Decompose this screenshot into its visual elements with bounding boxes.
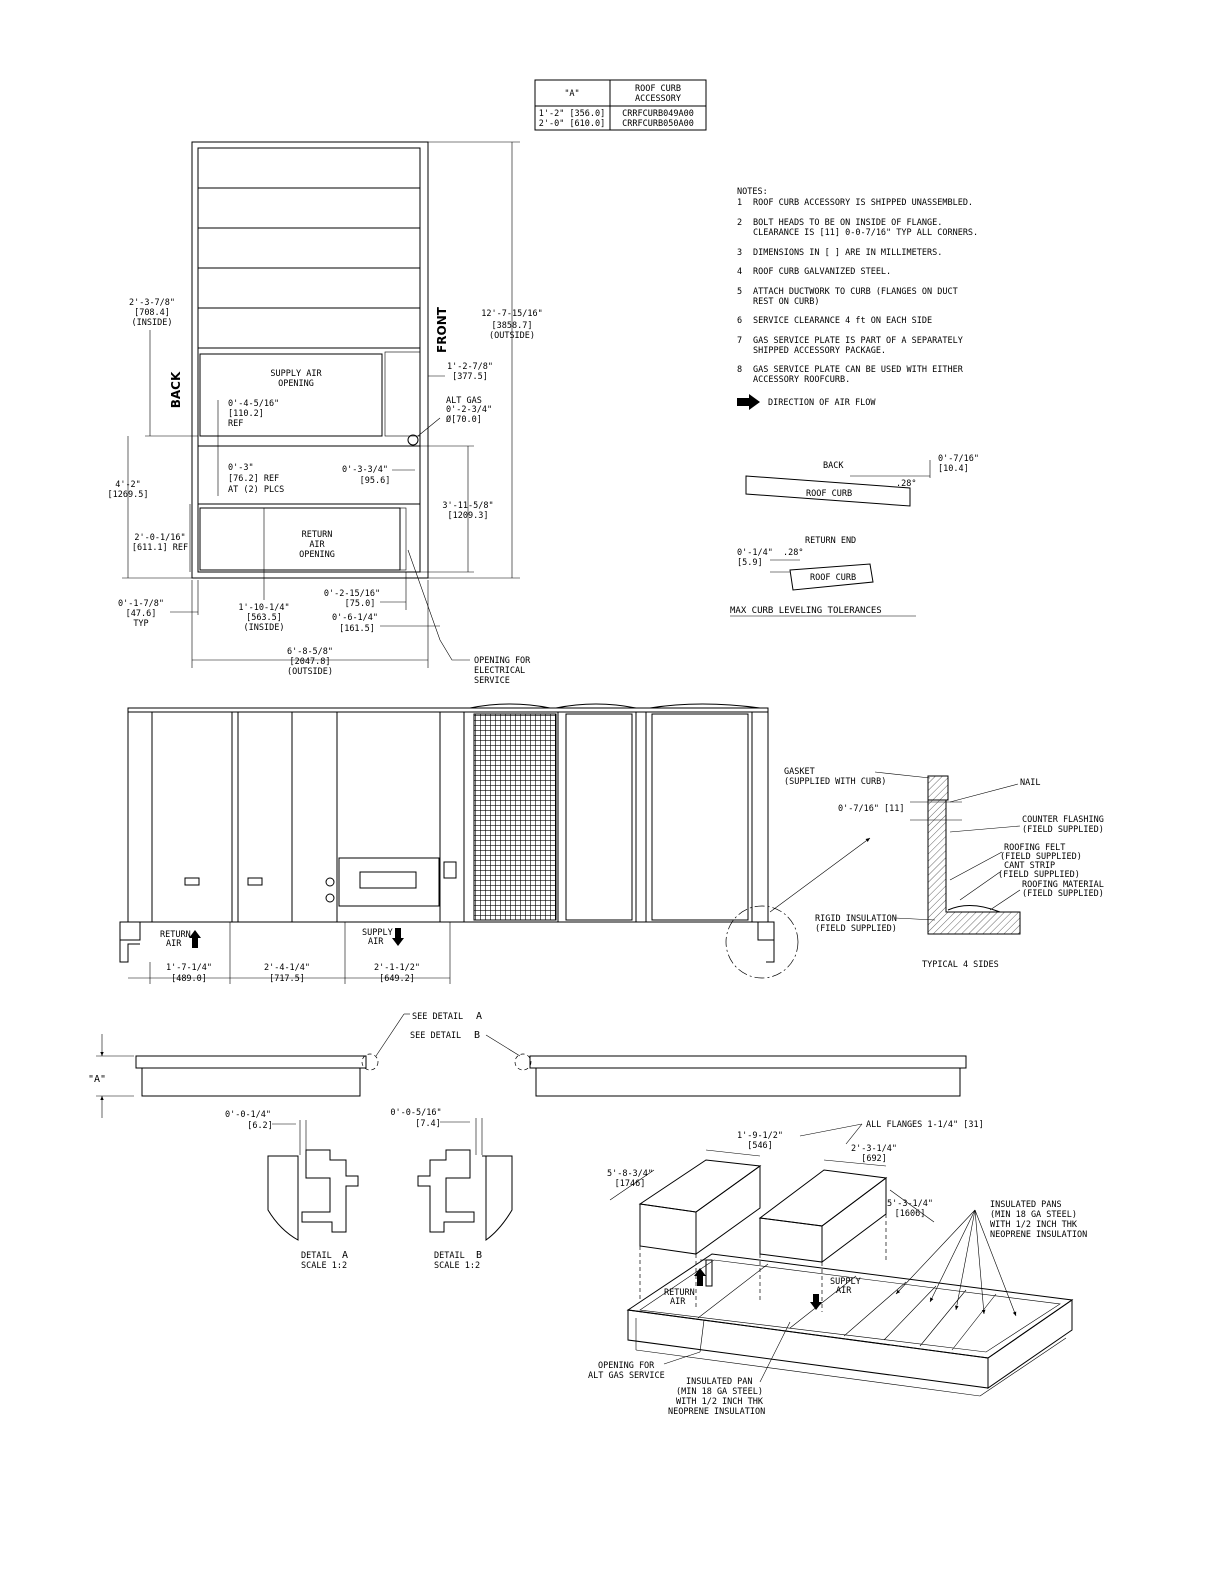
note-number: 6 bbox=[737, 316, 743, 326]
dimension-label: [611.1] REF bbox=[131, 543, 189, 553]
dimension-label: "A" bbox=[88, 1074, 107, 1085]
table-header-accessory: ACCESSORY bbox=[634, 94, 682, 104]
dimension-label: ALT GAS bbox=[446, 396, 482, 406]
dimension-label: [10.4] bbox=[938, 464, 969, 474]
back-label: BACK bbox=[169, 371, 183, 409]
dimension-label: [692] bbox=[861, 1154, 887, 1164]
label: (FIELD SUPPLIED) bbox=[815, 924, 897, 934]
label: SEE DETAIL bbox=[412, 1012, 464, 1022]
label: SUPPLY bbox=[830, 1277, 861, 1287]
dimension-label: [1209.3] bbox=[447, 511, 489, 521]
label: RETURN bbox=[160, 930, 191, 940]
dimension-label: REF bbox=[228, 419, 244, 429]
dimension-label: [5.9] bbox=[737, 558, 763, 568]
dimension-label: [1606] bbox=[894, 1209, 926, 1219]
alt-gas-opening bbox=[408, 435, 418, 445]
label: SEE DETAIL bbox=[410, 1031, 462, 1041]
label: A bbox=[476, 1011, 483, 1022]
note-number: 4 bbox=[737, 267, 743, 277]
details-a-b bbox=[225, 1108, 512, 1271]
dimension-label: 0'-7/16" [11] bbox=[838, 804, 905, 814]
note-number: 8 bbox=[737, 365, 743, 375]
label: (FIELD SUPPLIED) bbox=[1022, 825, 1104, 835]
return-air-opening bbox=[200, 508, 400, 570]
latch-icon bbox=[185, 878, 199, 885]
label: AIR bbox=[670, 1297, 686, 1307]
label: B bbox=[476, 1250, 483, 1261]
dimension-label: 5'-3-1/4" bbox=[886, 1199, 934, 1209]
label: (FIELD SUPPLIED) bbox=[1022, 889, 1104, 899]
label: DETAIL bbox=[301, 1251, 332, 1261]
label: (FIELD SUPPLIED) bbox=[998, 870, 1080, 880]
note-text: DIMENSIONS IN [ ] ARE IN MILLIMETERS. bbox=[753, 248, 943, 258]
dimension-label: 2'-0-1/16" bbox=[134, 533, 186, 543]
note-number: 1 bbox=[737, 198, 743, 208]
label: RETURN bbox=[301, 530, 333, 540]
label: AIR bbox=[309, 540, 325, 550]
leveling-title: MAX CURB LEVELING TOLERANCES bbox=[730, 606, 882, 616]
dimension-label: 2'-3-1/4" bbox=[850, 1144, 898, 1154]
dimension-label: (INSIDE) bbox=[131, 318, 173, 328]
dimension-label: (INSIDE) bbox=[243, 623, 285, 633]
dimension-label: 4'-2" bbox=[115, 480, 141, 490]
label: INSULATED PAN bbox=[686, 1377, 753, 1387]
note-text: CLEARANCE IS [11] 0-0-7/16" TYP ALL CORNERS. bbox=[753, 228, 979, 238]
note-text: BOLT HEADS TO BE ON INSIDE OF FLANGE. bbox=[753, 218, 943, 228]
label: (SUPPLIED WITH CURB) bbox=[784, 777, 887, 787]
dimension-label: [75.0] bbox=[344, 599, 376, 609]
label: GASKET bbox=[784, 767, 815, 777]
label: (MIN 18 GA STEEL) bbox=[990, 1210, 1077, 1220]
dimension-label: 0'-1/4" bbox=[737, 548, 773, 558]
arrow-up-icon bbox=[189, 930, 201, 948]
flashing-detail bbox=[784, 767, 1104, 970]
table-cell: 1'-2" [356.0] bbox=[538, 109, 606, 119]
dimension-label: 5'-8-3/4" bbox=[606, 1169, 654, 1179]
latch-icon bbox=[248, 878, 262, 885]
note-text: ACCESSORY ROOFCURB. bbox=[753, 375, 851, 385]
arrow-down-icon bbox=[810, 1294, 822, 1310]
label: RETURN bbox=[664, 1288, 695, 1298]
dimension-label: 2'-1-1/2" bbox=[373, 963, 421, 973]
dimension-label: [489.0] bbox=[171, 974, 207, 984]
label: WITH 1/2 INCH THK bbox=[676, 1397, 763, 1407]
label: BACK bbox=[823, 461, 844, 471]
label: ROOFING FELT bbox=[1004, 843, 1066, 853]
label: SUPPLY bbox=[362, 928, 393, 938]
note-number: 5 bbox=[737, 287, 743, 297]
dimension-label: 12'-7-15/16" bbox=[481, 309, 543, 319]
label: B bbox=[474, 1030, 481, 1041]
dimension-label: [1746] bbox=[614, 1179, 646, 1189]
coil-grille bbox=[474, 714, 556, 920]
label: COUNTER FLASHING bbox=[1022, 815, 1104, 825]
label: ALL FLANGES 1-1/4" [31] bbox=[866, 1120, 984, 1130]
dimension-label: 1'-2-7/8" bbox=[446, 362, 494, 372]
label: ROOF CURB bbox=[810, 573, 857, 583]
dimension-label: 0'-1-7/8" bbox=[117, 599, 165, 609]
label: (FIELD SUPPLIED) bbox=[1000, 852, 1082, 862]
dimension-label: [546] bbox=[747, 1141, 773, 1151]
front-label: FRONT bbox=[435, 307, 449, 353]
dimension-label: 6'-8-5/8" bbox=[286, 647, 334, 657]
label: NEOPRENE INSULATION bbox=[990, 1230, 1088, 1240]
dimension-label: AT (2) PLCS bbox=[228, 485, 285, 495]
dimension-label: 0'-3-3/4" bbox=[341, 465, 389, 475]
table-cell: 2'-0" [610.0] bbox=[538, 119, 606, 129]
dimension-label: 0'-0-5/16" bbox=[390, 1108, 442, 1118]
dimension-label: 2'-3-7/8" bbox=[128, 298, 176, 308]
label: ALT GAS SERVICE bbox=[588, 1371, 665, 1381]
leveling-tolerances bbox=[730, 454, 979, 616]
dimension-label: 0'-6-1/4" bbox=[331, 613, 379, 623]
dimension-label: [76.2] REF bbox=[228, 474, 280, 484]
label: AIR bbox=[836, 1286, 852, 1296]
isometric-curb bbox=[588, 1120, 1087, 1417]
dimension-label: [1269.5] bbox=[107, 490, 149, 500]
label: SCALE 1:2 bbox=[434, 1261, 481, 1271]
note-number: 3 bbox=[737, 248, 743, 258]
label: AIR bbox=[368, 937, 384, 947]
label: AIR bbox=[166, 939, 182, 949]
dimension-label: [649.2] bbox=[379, 974, 415, 984]
dimension-label: (OUTSIDE) bbox=[286, 667, 334, 677]
dimension-label: [7.4] bbox=[415, 1119, 441, 1129]
curb-side-view bbox=[88, 1011, 966, 1118]
notes-block bbox=[737, 187, 978, 410]
note-text: GAS SERVICE PLATE IS PART OF A SEPARATELY bbox=[753, 336, 963, 346]
dimension-label: OPENING FOR bbox=[474, 656, 531, 666]
dimension-label: Ø[70.0] bbox=[446, 415, 482, 425]
dimension-label: [708.4] bbox=[134, 308, 170, 318]
note-text: REST ON CURB) bbox=[753, 297, 820, 307]
plan-view bbox=[108, 142, 543, 686]
label: OPENING FOR bbox=[598, 1361, 655, 1371]
dimension-label: TYP bbox=[133, 619, 149, 629]
label: CANT STRIP bbox=[1004, 861, 1056, 871]
label: OPENING bbox=[278, 379, 314, 389]
label: INSULATED PANS bbox=[990, 1200, 1062, 1210]
note-text: GAS SERVICE PLATE CAN BE USED WITH EITHER bbox=[753, 365, 963, 375]
dimension-label: 1'-7-1/4" bbox=[165, 963, 213, 973]
dimension-label: 0'-3" bbox=[228, 463, 254, 473]
dimension-label: 3'-11-5/8" bbox=[442, 501, 494, 511]
label: ROOFING MATERIAL bbox=[1022, 880, 1104, 890]
airflow-legend: DIRECTION OF AIR FLOW bbox=[768, 398, 876, 408]
dimension-label: [47.6] bbox=[125, 609, 157, 619]
label: A bbox=[342, 1250, 349, 1261]
label: RETURN END bbox=[805, 536, 857, 546]
label: (MIN 18 GA STEEL) bbox=[676, 1387, 763, 1397]
label: SCALE 1:2 bbox=[301, 1261, 348, 1271]
dimension-label: 0'-4-5/16" bbox=[228, 399, 280, 409]
label: OPENING bbox=[299, 550, 335, 560]
note-text: SERVICE CLEARANCE 4 ft ON EACH SIDE bbox=[753, 316, 933, 326]
dimension-label: [6.2] bbox=[247, 1121, 273, 1131]
table-header-a: "A" bbox=[564, 89, 580, 99]
dimension-label: [377.5] bbox=[452, 372, 488, 382]
label: TYPICAL 4 SIDES bbox=[922, 960, 999, 970]
dimension-label: 1'-10-1/4" bbox=[238, 603, 290, 613]
dimension-label: [2047.8] bbox=[289, 657, 331, 667]
note-text: ROOF CURB GALVANIZED STEEL. bbox=[753, 267, 892, 277]
notes-title: NOTES: bbox=[737, 187, 768, 197]
unit-elevation bbox=[120, 704, 870, 984]
dimension-label: 0'-2-15/16" bbox=[323, 589, 381, 599]
label: ROOF CURB bbox=[806, 489, 853, 499]
label: DETAIL bbox=[434, 1251, 465, 1261]
label: .28° bbox=[783, 548, 804, 558]
label: NAIL bbox=[1020, 778, 1041, 788]
dimension-label: 0'-7/16" bbox=[938, 454, 979, 464]
roof-curb-table bbox=[535, 80, 706, 130]
dimension-label: [717.5] bbox=[269, 974, 305, 984]
label: NEOPRENE INSULATION bbox=[668, 1407, 766, 1417]
label: RIGID INSULATION bbox=[815, 914, 897, 924]
dimension-label: [3858.7] bbox=[491, 321, 533, 331]
dimension-label: [161.5] bbox=[339, 624, 375, 634]
dimension-label: (OUTSIDE) bbox=[488, 331, 536, 341]
table-cell: CRRFCURB050A00 bbox=[622, 119, 694, 129]
label: WITH 1/2 INCH THK bbox=[990, 1220, 1077, 1230]
dimension-label: 1'-9-1/2" bbox=[736, 1131, 784, 1141]
dimension-label: 0'-2-3/4" bbox=[446, 405, 493, 415]
arrow-down-icon bbox=[392, 928, 404, 946]
dimension-label: ELECTRICAL bbox=[474, 666, 526, 676]
note-text: ROOF CURB ACCESSORY IS SHIPPED UNASSEMBLED. bbox=[753, 198, 974, 208]
table-header-roof-curb: ROOF CURB bbox=[634, 84, 682, 94]
dimension-label: [563.5] bbox=[246, 613, 282, 623]
label: SUPPLY AIR bbox=[270, 369, 322, 379]
note-text: ATTACH DUCTWORK TO CURB (FLANGES ON DUCT bbox=[753, 287, 958, 297]
dimension-label: 2'-4-1/4" bbox=[263, 963, 311, 973]
note-text: SHIPPED ACCESSORY PACKAGE. bbox=[753, 346, 887, 356]
dimension-label: [110.2] bbox=[228, 409, 264, 419]
airflow-arrow-icon bbox=[737, 394, 760, 410]
dimension-label: [95.6] bbox=[359, 476, 391, 486]
note-number: 7 bbox=[737, 336, 743, 346]
table-cell: CRRFCURB049A00 bbox=[622, 109, 694, 119]
note-number: 2 bbox=[737, 218, 743, 228]
dimension-label: 0'-0-1/4" bbox=[224, 1110, 272, 1120]
dimension-label: SERVICE bbox=[474, 676, 510, 686]
label: .28° bbox=[896, 479, 917, 489]
